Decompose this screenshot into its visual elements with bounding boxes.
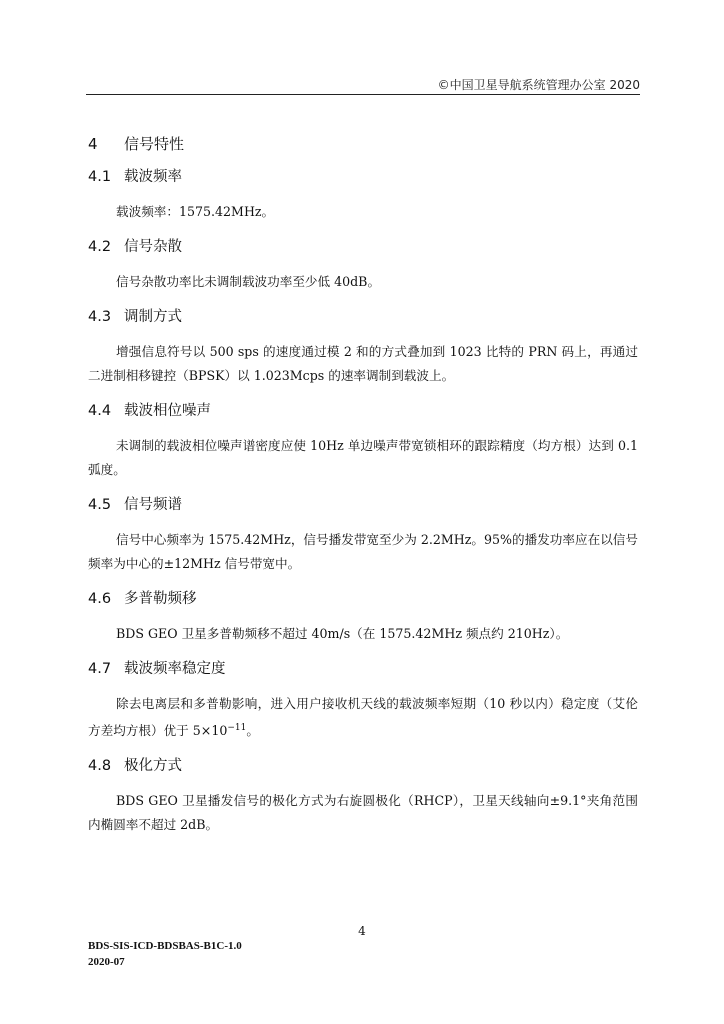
paragraph-4-3: 增强信息符号以 500 sps 的速度通过模 2 和的方式叠加到 1023 比特的 PRN 码上，再通过二进制相移键控（BPSK）以 1.023Mcps 的速率调制到载波上。 [88, 344, 638, 383]
subsection-title: 载波频率稳定度 [124, 661, 226, 677]
paragraph-4-2: 信号杂散功率比未调制载波功率至少低 40dB。 [116, 274, 381, 289]
subsection-title: 信号频谱 [124, 497, 182, 513]
paragraph-4-7 [88, 692, 638, 743]
paragraph-4-1: 载波频率：1575.42MHz。 [116, 204, 275, 219]
subsection-heading-4-8 [88, 755, 638, 777]
subsection-title: 极化方式 [124, 758, 182, 775]
subsection-number: 4.5 [88, 497, 112, 513]
subsection-number: 4.1 [88, 169, 112, 185]
subsection-heading-4-1 [88, 166, 638, 188]
subsection-heading-4-2 [88, 236, 638, 258]
paragraph-4-6: BDS GEO 卫星多普勒频移不超过 40m/s（在 1575.42MHz 频点约 210Hz）。 [116, 626, 569, 641]
document-id: BDS-SIS-ICD-BDSBAS-B1C-1.0 [88, 940, 242, 952]
page-number: 4 [358, 924, 366, 938]
document-id-block [88, 938, 242, 970]
subsection-heading-4-6 [88, 588, 638, 610]
page-header: ©中国卫星导航系统管理办公室 2020 [437, 78, 640, 92]
paragraph-4-5: 信号中心频率为 1575.42MHz，信号播发带宽至少为 2.2MHz。95%的播发功率应在以信号频率为中心的±12MHz 信号带宽中。 [88, 532, 638, 571]
section-title: 信号特性 [124, 135, 185, 153]
subsection-heading-4-3 [88, 306, 638, 328]
subsection-number: 4.4 [88, 403, 112, 419]
document-date: 2020-07 [88, 956, 125, 968]
subsection-title: 载波频率 [124, 169, 182, 185]
paragraph-text-end: 。 [246, 723, 259, 739]
paragraph-4-4: 未调制的载波相位噪声谱密度应使 10Hz 单边噪声带宽锁相环的跟踪精度（均方根）达到 0.1 弧度。 [88, 438, 638, 477]
subsection-title: 调制方式 [124, 309, 182, 325]
subsection-heading-4-7 [88, 658, 638, 680]
subsection-number: 4.6 [88, 591, 112, 607]
subsection-number: 4.2 [88, 239, 112, 255]
subsection-number: 4.7 [88, 661, 112, 677]
subsection-heading-4-5 [88, 494, 638, 516]
header-rule [86, 94, 640, 95]
subsection-number: 4.3 [88, 309, 112, 325]
section-number: 4 [88, 135, 98, 153]
subsection-number: 4.8 [88, 758, 112, 775]
section-heading [88, 132, 638, 156]
subsection-title: 载波相位噪声 [124, 403, 211, 419]
subsection-title: 信号杂散 [124, 239, 182, 255]
exponent: −11 [227, 723, 247, 733]
paragraph-4-8: BDS GEO 卫星播发信号的极化方式为右旋圆极化（RHCP），卫星天线轴向±9.1°夹角范围内椭圆率不超过 2dB。 [88, 793, 638, 833]
document-body [88, 132, 638, 849]
subsection-heading-4-4 [88, 400, 638, 422]
paragraph-text: 除去电离层和多普勒影响，进入用户接收机天线的载波频率短期（10 秒以内）稳定度（艾伦方差均方根）优于 5×10 [88, 696, 638, 739]
subsection-title: 多普勒频移 [124, 591, 197, 607]
